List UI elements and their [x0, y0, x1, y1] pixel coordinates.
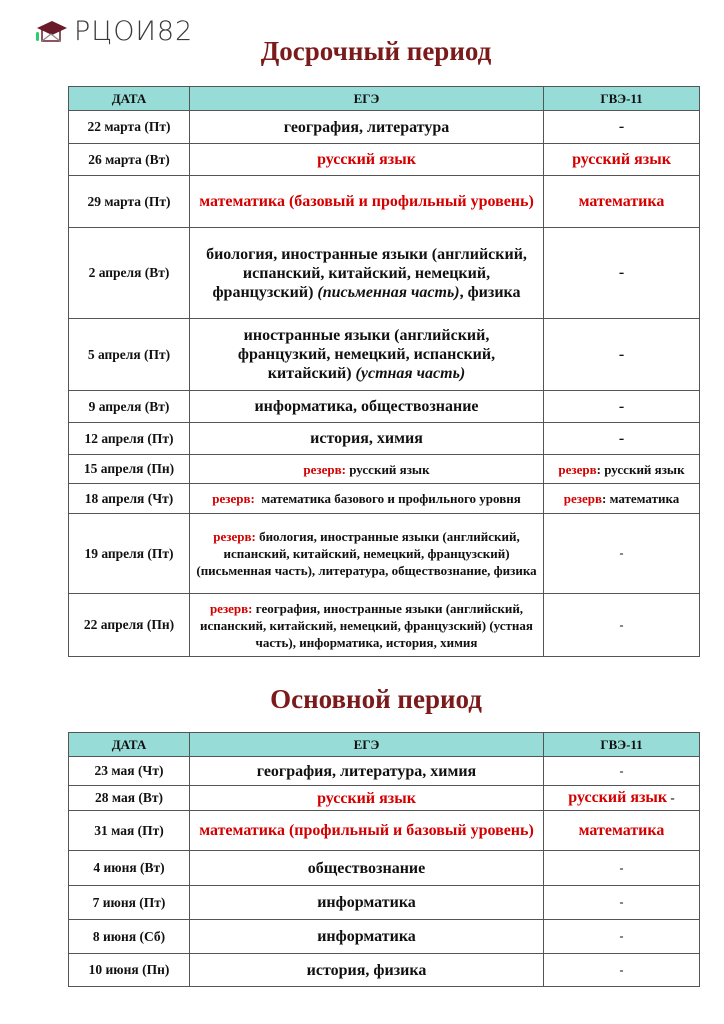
ege-cell: резерв: русский язык: [190, 455, 544, 484]
date-cell: 19 апреля (Пт): [69, 514, 190, 594]
header-gve: ГВЭ-11: [544, 87, 700, 111]
table-row: [69, 144, 700, 176]
table-row: [69, 514, 700, 594]
gve-cell: -: [544, 954, 700, 987]
ege-cell: география, литература: [190, 111, 544, 144]
header-date: ДАТА: [69, 87, 190, 111]
date-cell: 5 апреля (Пт): [69, 319, 190, 391]
table-row: [69, 811, 700, 851]
table-row: [69, 111, 700, 144]
table-row: [69, 886, 700, 920]
date-cell: 22 апреля (Пн): [69, 594, 190, 657]
written-part-note: (письменная часть): [317, 283, 460, 301]
ege-cell: математика (базовый и профильный уровень): [190, 176, 544, 228]
gve-cell: -: [544, 391, 700, 423]
gve-cell: -: [544, 757, 700, 786]
ege-cell: история, физика: [190, 954, 544, 987]
ege-cell: резерв: биология, иностранные языки (английский, испанский, китайский, немецкий, французский) (письменная часть), литература, обществознание, физика: [190, 514, 544, 594]
ege-cell: география, литература, химия: [190, 757, 544, 786]
reserve-label: резерв:: [213, 529, 256, 544]
date-cell: 29 марта (Пт): [69, 176, 190, 228]
date-cell: 26 марта (Вт): [69, 144, 190, 176]
date-cell: 4 июня (Вт): [69, 851, 190, 886]
gve-cell: -: [544, 851, 700, 886]
gve-cell: -: [544, 319, 700, 391]
date-cell: 7 июня (Пт): [69, 886, 190, 920]
early-period-title: Досрочный период: [260, 36, 492, 66]
main-period-table: [68, 732, 700, 987]
ege-cell: информатика: [190, 920, 544, 954]
reserve-label: резерв:: [209, 600, 253, 616]
ege-cell: иностранные языки (английский, французкий, немецкий, испанский, китайский) (устная часть): [190, 319, 544, 391]
gve-cell: -: [544, 920, 700, 954]
date-cell: 15 апреля (Пн): [69, 455, 190, 484]
table-row: [69, 319, 700, 391]
gve-cell: математика: [544, 176, 700, 228]
ege-cell: математика (профильный и базовый уровень): [190, 811, 544, 851]
date-cell: 9 апреля (Вт): [69, 391, 190, 423]
gve-cell: русский язык -: [544, 786, 700, 811]
header-ege: ЕГЭ: [190, 87, 544, 111]
header-date: ДАТА: [69, 733, 190, 757]
gve-cell: -: [544, 594, 700, 657]
table-header-row: [69, 87, 700, 111]
ege-cell: информатика: [190, 886, 544, 920]
date-cell: 10 июня (Пн): [69, 954, 190, 987]
ege-cell: русский язык: [190, 144, 544, 176]
ege-cell: история, химия: [190, 423, 544, 455]
table-row: [69, 786, 700, 811]
date-cell: 22 марта (Пт): [69, 111, 190, 144]
gve-cell: -: [544, 111, 700, 144]
ege-cell: резерв: математика базового и профильного уровня: [190, 484, 544, 514]
reserve-label: резерв: [563, 491, 602, 506]
early-period-table: [68, 86, 700, 657]
reserve-label: резерв:: [303, 461, 346, 477]
table-row: [69, 176, 700, 228]
gve-cell: -: [544, 886, 700, 920]
logo-text: РЦОИ82: [74, 16, 194, 47]
table-row: [69, 228, 700, 319]
table-row: [69, 757, 700, 786]
oral-part-note: (устная часть): [355, 365, 466, 382]
reserve-label: резерв:: [212, 491, 255, 506]
gve-cell: -: [544, 514, 700, 594]
ege-cell: информатика, обществознание: [190, 391, 544, 423]
gve-cell: математика: [544, 811, 700, 851]
gve-cell: русский язык: [544, 144, 700, 176]
reserve-label: резерв: [558, 461, 597, 477]
ege-cell: резерв: география, иностранные языки (английский, испанский, китайский, немецкий, французский) (устная часть), информатика, история, химия: [190, 594, 544, 657]
date-cell: 31 мая (Пт): [69, 811, 190, 851]
date-cell: 28 мая (Вт): [69, 786, 190, 811]
table-row: [69, 484, 700, 514]
gve-cell: резерв: математика: [544, 484, 700, 514]
table-row: [69, 920, 700, 954]
main-period-title: Основной период: [270, 684, 482, 714]
header-ege: ЕГЭ: [190, 733, 544, 757]
table-row: [69, 423, 700, 455]
ege-cell: русский язык: [190, 786, 544, 811]
table-row: [69, 954, 700, 987]
ege-cell: биология, иностранные языки (английский, испанский, китайский, немецкий, французский) (письменная часть), физика: [190, 228, 544, 319]
table-row: [69, 391, 700, 423]
table-row: [69, 851, 700, 886]
date-cell: 18 апреля (Чт): [69, 484, 190, 514]
table-row: [69, 455, 700, 484]
date-cell: 8 июня (Сб): [69, 920, 190, 954]
gve-cell: -: [544, 228, 700, 319]
gve-cell: -: [544, 423, 700, 455]
header-gve: ГВЭ-11: [544, 733, 700, 757]
date-cell: 23 мая (Чт): [69, 757, 190, 786]
date-cell: 2 апреля (Вт): [69, 228, 190, 319]
date-cell: 12 апреля (Пт): [69, 423, 190, 455]
gve-cell: резерв: русский язык: [544, 455, 700, 484]
table-header-row: [69, 733, 700, 757]
table-row: [69, 594, 700, 657]
ege-cell: обществознание: [190, 851, 544, 886]
